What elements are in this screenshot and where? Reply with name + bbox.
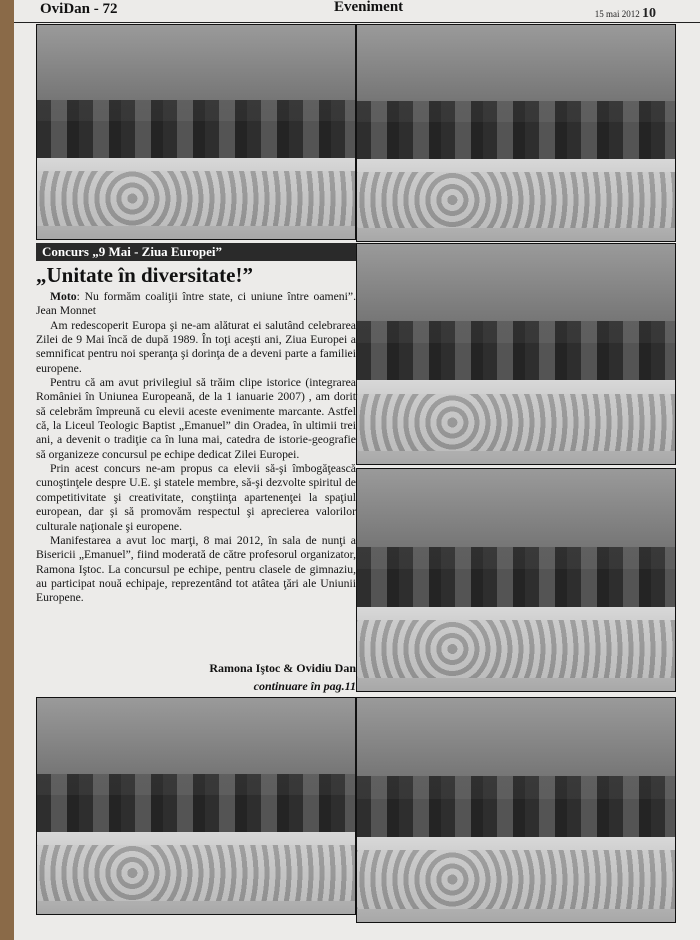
article-byline: Ramona Iştoc & Ovidiu Dan: [209, 661, 356, 675]
article-paragraph: Prin acest concurs ne-am propus ca elevii să-şi îmbogăţească cunoştinţele despre U.E. şi statele membre, să-şi dezvolte spiritul de competitivitate şi creativitate, conştiinţa apartenenţei la spaţiul european, dar şi să promovăm respectul şi aprecierea valorilor culturale naţionale şi europene.: [36, 462, 356, 533]
issue-date: 15 mai 2012 10: [594, 6, 656, 21]
photo-students-table-4: [356, 468, 676, 692]
newspaper-page: [14, 0, 700, 940]
article-headline: „Unitate în diversitate!”: [36, 263, 253, 287]
photo-students-table-5: [36, 697, 356, 915]
page-header: [14, 0, 700, 23]
section-title: Eveniment: [334, 0, 404, 15]
photo-students-table-1: [36, 24, 356, 240]
article-motto: Moto: Nu formăm coaliţii între state, ci uniune între oameni”. Jean Monnet: [36, 290, 356, 318]
continuation-note: continuare în pag.11: [253, 679, 356, 693]
photo-students-table-2: [356, 24, 676, 242]
photo-students-table-3: [356, 243, 676, 465]
page-number: 10: [642, 6, 656, 21]
article-body: [36, 290, 356, 606]
publication-issue: OviDan - 72: [40, 1, 118, 17]
article-paragraph: Am redescoperit Europa şi ne-am alăturat ei salutând celebrarea Zilei de 9 Mai încă de după 1989. În toţi aceşti ani, Ziua Europei a semnificat pentru noi speranţa şi dorinţa de a deveni parte a familiei europene.: [36, 318, 356, 375]
article-paragraph: Pentru că am avut privilegiul să trăim clipe istorice (integrarea României în Uniunea Europeană, de la 1 ianuarie 2007) , am dorit să celebrăm împreună cu elevii aceste evenimente marcante. Astfel că, la Liceul Teologic Baptist „Emanuel” din Oradea, în ultimii trei ani, a devenit o tradiţie ca în luna mai, catedra de istorie-geografie să organizeze concursul pe echipe dedicat Zilei Europei.: [36, 376, 356, 461]
article-section-banner: Concurs „9 Mai - Ziua Europei”: [36, 243, 356, 261]
photo-students-table-6: [356, 697, 676, 923]
article-paragraph: Manifestarea a avut loc marţi, 8 mai 2012, în sala de nunţi a Bisericii „Emanuel”, fiind moderată de către profesorul organizator, Ramona Iştoc. La concursul pe echipe, pentru clasele de gimnaziu, au participat nouă echipaje, reprezentând tot atâtea ţări ale Uniunii Europene.: [36, 533, 356, 605]
